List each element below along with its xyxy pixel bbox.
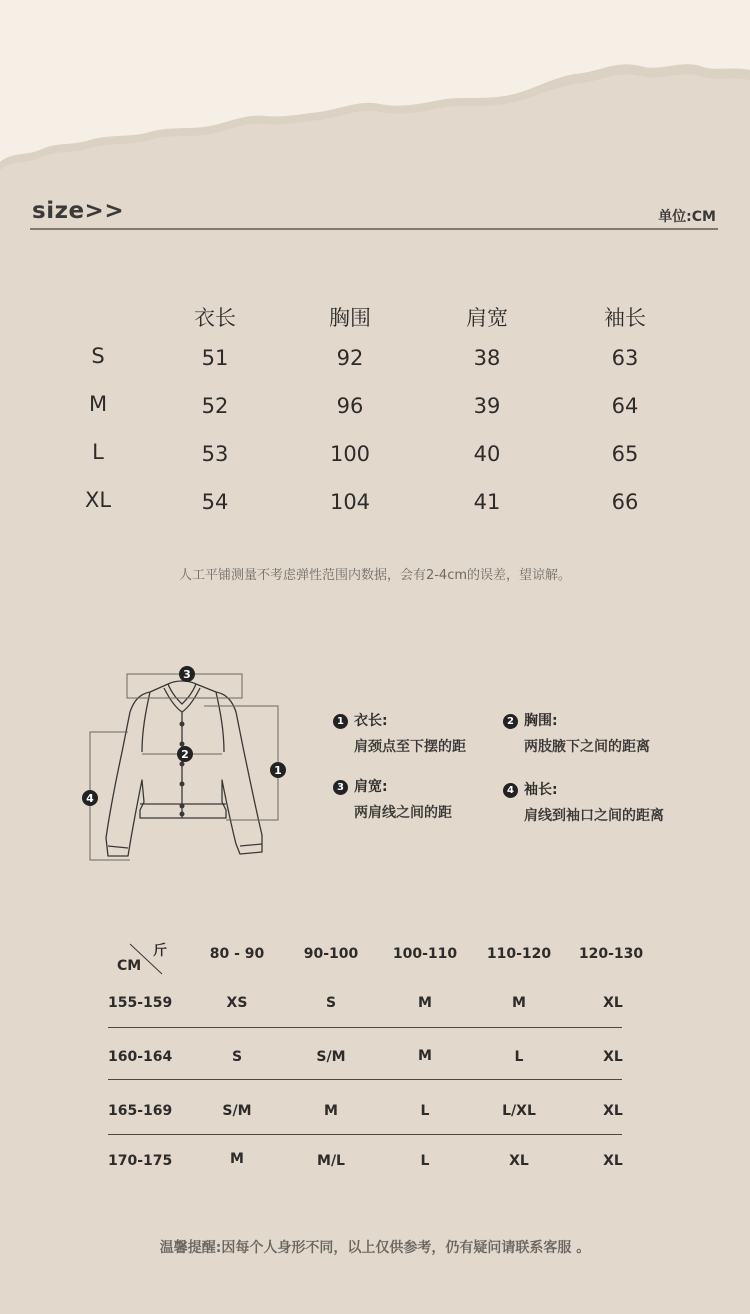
weight-header: 90-100: [303, 946, 359, 962]
legend-number: 3: [333, 780, 348, 795]
legend-number: 1: [333, 714, 348, 729]
legend-desc: 两肢腋下之间的距离: [524, 739, 650, 755]
table-cell: 92: [336, 346, 364, 370]
legend-desc: 两肩线之间的距: [354, 805, 452, 821]
row-divider: [108, 1134, 622, 1135]
height-row-label: 155-159: [108, 995, 173, 1011]
table-cell: M: [418, 1048, 432, 1064]
legend-item-length: [333, 710, 466, 756]
svg-text:3: 3: [183, 668, 191, 681]
table-cell: M: [418, 995, 432, 1011]
svg-text:1: 1: [274, 764, 282, 777]
size-row-label: S: [91, 344, 105, 368]
svg-text:4: 4: [86, 792, 94, 805]
table-cell: XL: [603, 1103, 623, 1119]
table-cell: S/M: [222, 1103, 252, 1119]
legend-title: 袖长:: [524, 782, 558, 798]
table-cell: 52: [201, 394, 229, 418]
table-cell: M/L: [317, 1153, 345, 1169]
height-row-label: 170-175: [108, 1153, 173, 1169]
table-cell: 40: [473, 442, 501, 466]
row-divider: [108, 1079, 622, 1080]
header-divider: [30, 228, 718, 230]
table-cell: 65: [611, 442, 639, 466]
weight-header: 80 - 90: [209, 946, 265, 962]
table-cell: L: [420, 1103, 430, 1119]
legend-title: 衣长:: [354, 713, 388, 729]
legend-number: 4: [503, 783, 518, 798]
table-cell: XL: [603, 995, 623, 1011]
height-row-label: 165-169: [108, 1103, 173, 1119]
table-cell: 104: [329, 490, 371, 514]
table-cell: XL: [509, 1153, 529, 1169]
table-cell: S: [325, 995, 337, 1011]
table-cell: 64: [611, 394, 639, 418]
measure-marker-3: [179, 666, 195, 682]
footer-reminder: 温馨提醒:因每个人身形不同，以上仅供参考，仍有疑问请联系客服 。: [159, 1240, 591, 1256]
table-cell: 63: [611, 346, 639, 370]
table-cell: L/XL: [502, 1103, 536, 1119]
table-cell: S/M: [316, 1049, 346, 1065]
table-cell: 38: [473, 346, 501, 370]
measure-marker-4: [82, 790, 98, 806]
table-cell: L: [420, 1153, 430, 1169]
corner-weight-unit: 斤: [153, 943, 167, 959]
legend-number: 2: [503, 714, 518, 729]
corner-height-unit: CM: [117, 958, 142, 974]
legend-desc: 肩线到袖口之间的距离: [524, 808, 664, 824]
table-cell: 41: [473, 490, 501, 514]
table-cell: M: [512, 995, 526, 1011]
column-header-length: 衣长: [194, 306, 236, 330]
legend-item-chest: [503, 710, 650, 756]
weight-header: 100-110: [392, 946, 458, 962]
column-header-shoulder: 肩宽: [466, 306, 508, 330]
measurement-note: 人工平铺测量不考虑弹性范围内数据，会有2-4cm的误差，望谅解。: [178, 568, 572, 583]
svg-text:2: 2: [181, 748, 189, 761]
legend-desc: 肩颈点至下摆的距: [354, 739, 466, 755]
table-cell: S: [231, 1049, 243, 1065]
table-cell: L: [514, 1049, 524, 1065]
table-cell: 66: [611, 490, 639, 514]
column-header-chest: 胸围: [329, 306, 371, 330]
table-cell: M: [230, 1151, 244, 1167]
measure-marker-2: [177, 746, 193, 762]
table-cell: 51: [201, 346, 229, 370]
height-row-label: 160-164: [108, 1049, 173, 1065]
column-header-sleeve: 袖长: [604, 306, 646, 330]
size-row-label: L: [92, 440, 104, 464]
size-row-label: XL: [84, 488, 112, 512]
jacket-diagram: [76, 660, 296, 870]
legend-item-shoulder: [333, 776, 452, 822]
legend-item-sleeve: [503, 779, 664, 825]
table-cell: 54: [201, 490, 229, 514]
table-cell: 96: [336, 394, 364, 418]
table-cell: 100: [329, 442, 371, 466]
table-cell: M: [324, 1103, 338, 1119]
size-row-label: M: [88, 392, 108, 416]
table-cell: 39: [473, 394, 501, 418]
section-title: size>>: [32, 198, 125, 224]
row-divider: [108, 1027, 622, 1028]
table-cell: 53: [201, 442, 229, 466]
table-cell: XL: [603, 1153, 623, 1169]
weight-header: 110-120: [486, 946, 552, 962]
legend-title: 肩宽:: [354, 779, 388, 795]
legend-title: 胸围:: [524, 713, 558, 729]
measure-marker-1: [270, 762, 286, 778]
weight-header: 120-130: [578, 946, 644, 962]
unit-label: 单位:CM: [658, 209, 716, 225]
table-cell: XS: [226, 995, 248, 1011]
table-cell: XL: [603, 1049, 623, 1065]
